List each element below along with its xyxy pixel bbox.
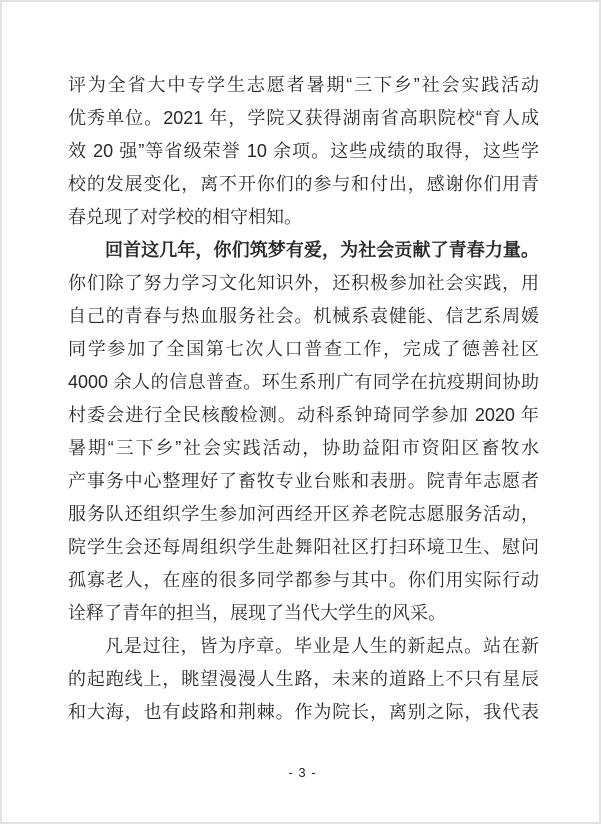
text-line: 村委会进行全民核酸检测。动科系钟琦同学参加 2020 年 [68, 405, 539, 425]
text-line: 诠释了青年的担当，展现了当代大学生的风采。 [68, 603, 446, 623]
text-line: 服务队还组织学生参加河西经开区养老院志愿服务活动， [68, 504, 539, 524]
text-line: 你们除了努力学习文化知识外，还积极参加社会实践，用 [68, 273, 539, 293]
text-line: 暑期“三下乡”社会实践活动，协助益阳市资阳区畜牧水 [68, 438, 539, 458]
document-body [68, 69, 539, 729]
paragraph [68, 69, 539, 234]
text-line: 春兑现了对学校的相守相知。 [68, 207, 302, 227]
text-line: 优秀单位。2021 年，学院又获得湖南省高职院校“育人成 [68, 108, 539, 128]
text-line: 产事务中心整理好了畜牧专业台账和表册。院青年志愿者 [68, 471, 539, 491]
text-line: 孤寡老人，在座的很多同学都参与其中。你们用实际行动 [68, 570, 539, 590]
paragraph [68, 630, 539, 729]
text-line: 校的发展变化，离不开你们的参与和付出，感谢你们用青 [68, 174, 539, 194]
paragraph [68, 234, 539, 630]
text-line: 和大海，也有歧路和荆棘。作为院长，离别之际，我代表 [68, 702, 539, 722]
text-line: 凡是过往，皆为序章。毕业是人生的新起点。站在新 [105, 636, 539, 656]
text-line: 院学生会还每周组织学生赴舞阳社区打扫环境卫生、慰问 [68, 537, 539, 557]
text-line: 效 20 强”等省级荣誉 10 余项。这些成绩的取得，这些学 [68, 141, 539, 161]
text-line: 4000 余人的信息普查。环生系刑广有同学在抗疫期间协助 [68, 372, 539, 392]
bold-lead-line: 回首这几年，你们筑梦有爱，为社会贡献了青春力量。 [105, 240, 539, 260]
text-line: 同学参加了全国第七次人口普查工作，完成了德善社区 [68, 339, 539, 359]
text-line: 评为全省大中专学生志愿者暑期“三下乡”社会实践活动 [68, 75, 539, 95]
text-line: 自己的青春与热血服务社会。机械系袁健能、信艺系周媛 [68, 306, 539, 326]
page-number: - 3 - [288, 765, 317, 780]
text-line: 的起跑线上，眺望漫漫人生路，未来的道路上不只有星辰 [68, 669, 539, 689]
